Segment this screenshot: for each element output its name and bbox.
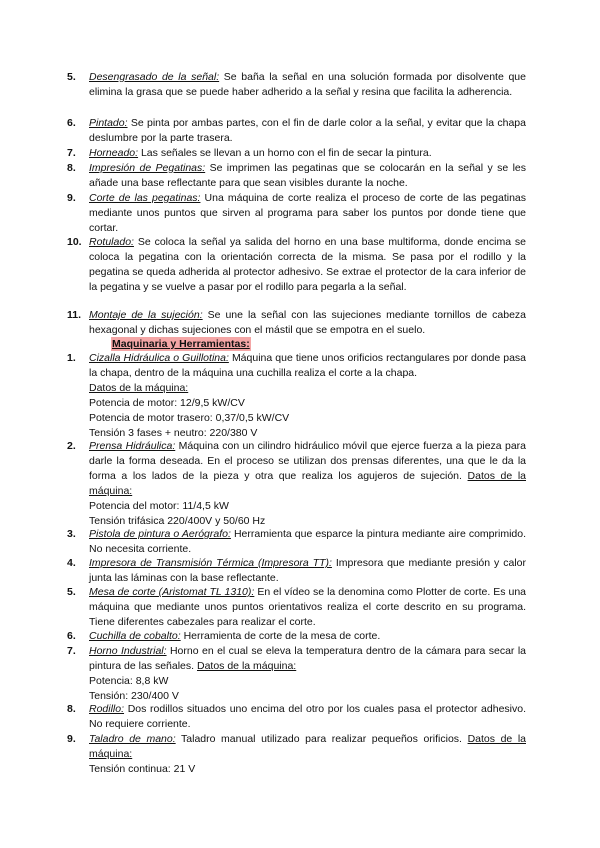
step-text: Se baña la señal en una solución formada por disolvente que elimina la grasa que se puede haber adherido a la señal y resina que facilita la adherencia. (89, 71, 526, 98)
machine-text: Dos rodillos situados uno encima del otro por los cuales pasa el protector adhesivo. No requiere corriente. (89, 703, 526, 730)
section-heading: Maquinaria y Herramientas: (112, 338, 250, 350)
step-text: Se pinta por ambas partes, con el fin de darle color a la señal, y evitar que la chapa deslumbre por la parte trasera. (89, 117, 526, 144)
machine-item (67, 556, 526, 586)
machine-spec: Potencia del motor: 11/4,5 kW (89, 500, 229, 512)
machine-title: Cuchilla de cobalto: (89, 630, 181, 642)
process-step (67, 146, 526, 161)
machine-spec: Potencia: 8,8 kW (89, 675, 169, 687)
step-title: Impresión de Pegatinas: (89, 162, 206, 174)
machine-title: Taladro de mano: (89, 733, 176, 745)
machine-item (67, 702, 526, 732)
machine-number: 8. (67, 703, 76, 715)
machine-data-label: Datos de la máquina: (89, 733, 526, 760)
step-title: Rotulado: (89, 236, 134, 248)
process-step (67, 116, 526, 146)
step-title: Horneado: (89, 147, 139, 159)
step-number: 8. (67, 162, 76, 174)
machine-title: Rodillo: (89, 703, 125, 715)
step-title: Montaje de la sujeción: (89, 309, 203, 321)
machine-number: 2. (67, 440, 76, 452)
step-title: Corte de las pegatinas: (89, 192, 201, 204)
machine-title: Mesa de corte (Aristomat TL 1310): (89, 586, 255, 598)
step-number: 7. (67, 147, 76, 159)
step-text: Se imprimen las pegatinas que se colocarán en la señal y se les añade una base reflectante para que sean visibles durante la noche. (89, 162, 526, 189)
step-number: 9. (67, 192, 76, 204)
machine-text: Horno en el cual se eleva la temperatura dentro de la cámara para secar la pintura de las señales. (89, 645, 526, 672)
machine-data-label: Datos de la máquina: (89, 382, 189, 394)
machine-spec: Tensión 3 fases + neutro: 220/380 V (89, 427, 258, 439)
machine-number: 3. (67, 528, 76, 540)
process-step (67, 191, 526, 236)
machine-item (67, 732, 526, 777)
step-text: Las señales se llevan a un horno con el fin de secar la pintura. (140, 147, 432, 159)
machine-title: Cizalla Hidráulica o Guillotina: (89, 352, 229, 364)
machine-item (67, 585, 527, 630)
step-title: Pintado: (89, 117, 128, 129)
machine-number: 1. (67, 352, 76, 364)
process-step (67, 308, 527, 338)
process-step (67, 235, 527, 295)
machine-item (67, 629, 526, 644)
machine-number: 5. (67, 586, 76, 598)
step-title: Desengrasado de la señal: (89, 71, 220, 83)
machine-data-label: Datos de la máquina: (197, 660, 297, 672)
machine-title: Impresora de Transmisión Térmica (Impresora TT): (89, 557, 332, 569)
machine-number: 9. (67, 733, 76, 745)
machine-title: Prensa Hidráulica: (89, 440, 176, 452)
machine-spec: Tensión continua: 21 V (89, 763, 196, 775)
machine-text: Máquina con un cilindro hidráulico móvil que ejerce fuerza a la pieza para darle la forma deseada. En el proceso se utilizan dos prensas diferentes, una que le da la forma a los lados de la pieza y otra que realiza los agujeros de sujeción. (89, 440, 527, 482)
machine-item (67, 439, 527, 529)
machine-item (67, 644, 526, 704)
machine-item (67, 351, 527, 441)
process-step (67, 161, 526, 191)
step-number: 5. (67, 71, 76, 83)
machine-text: En el vídeo se la denomina como Plotter de corte. Es una máquina que mediante unos puntos orientativos realiza el corte descrito en su programa. Tiene diferentes cabezales para realizar el corte. (89, 586, 527, 628)
machine-spec: Potencia de motor: 12/9,5 kW/CV (89, 397, 245, 409)
machine-text: Herramienta que esparce la pintura mediante aire comprimido. No necesita corriente. (89, 528, 527, 555)
step-number: 11. (67, 309, 82, 321)
process-step (67, 70, 526, 100)
machine-text: Impresora que mediante presión y calor junta las láminas con la base reflectante. (89, 557, 526, 584)
machine-spec: Tensión trifásica 220/400V y 50/60 Hz (89, 515, 266, 527)
machine-number: 7. (67, 645, 76, 657)
machine-data-label: Datos de la máquina: (89, 470, 526, 497)
machine-spec: Potencia de motor trasero: 0,37/0,5 kW/CV (89, 412, 290, 424)
machine-item (67, 527, 527, 557)
machine-text: Taladro manual utilizado para realizar pequeños orificios. (181, 733, 462, 745)
step-number: 10. (67, 236, 82, 248)
step-text: Se coloca la señal ya salida del horno en una base multiforma, donde encima se coloca la pegatina con la orientación correcta de la misma. Se pasa por el rodillo y la pegatina se queda adherida al protector adhesivo. Se extrae el protector de la cara inferior de la pegatina y se vuelve a pasar por el rodillo para pegarla a la señal. (89, 236, 527, 293)
step-text: Una máquina de corte realiza el proceso de corte de las pegatinas mediante unos puntos que sirven al programa para saber los puntos por donde tiene que cortar. (89, 192, 526, 234)
machine-title: Horno Industrial: (89, 645, 167, 657)
step-number: 6. (67, 117, 76, 129)
machine-number: 6. (67, 630, 76, 642)
machine-text: Herramienta de corte de la mesa de corte. (183, 630, 381, 642)
machine-text: Máquina que tiene unos orificios rectangulares por donde pasa la chapa, dentro de la máquina una cuchilla realiza el corte a la chapa. (89, 352, 527, 379)
step-text: Se une la señal con las sujeciones mediante tornillos de cabeza hexagonal y dichas sujeciones con el mástil que se empotra en el suelo. (89, 309, 527, 336)
machine-number: 4. (67, 557, 76, 569)
machine-spec: Tensión: 230/400 V (89, 690, 179, 702)
machine-title: Pistola de pintura o Aerógrafo: (89, 528, 231, 540)
